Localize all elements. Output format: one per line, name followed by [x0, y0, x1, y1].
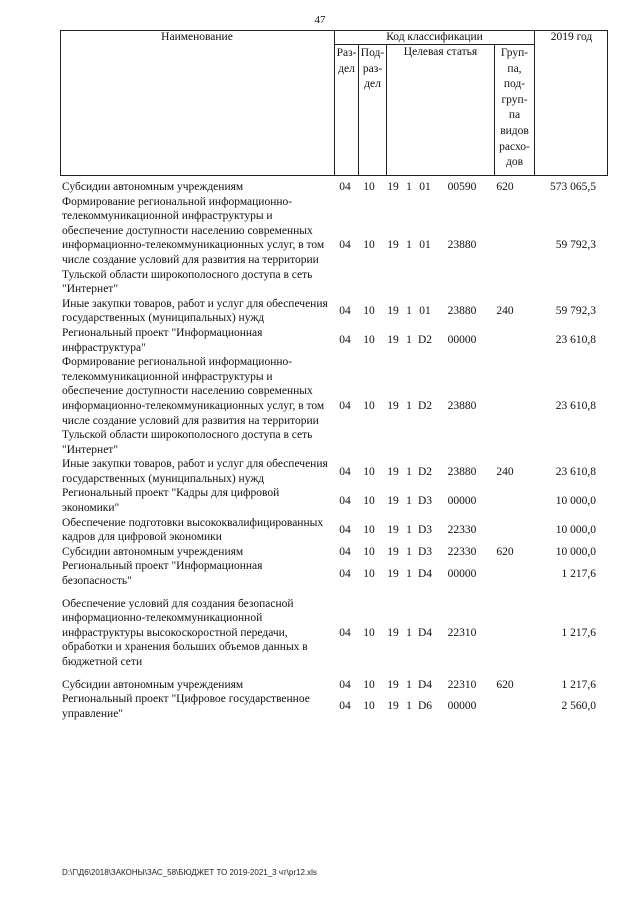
- row-razdel: 04: [339, 700, 351, 713]
- table-row: [0, 559, 640, 588]
- row-razdel: 04: [339, 305, 351, 318]
- row-name: Субсидии автономным учреждениям: [62, 181, 244, 193]
- table-row: [0, 486, 640, 515]
- row-name: Иные закупки товаров, работ и услуг для обеспечения государственных (муниципальных) нужд: [62, 297, 328, 325]
- row-dir: 00590: [447, 181, 477, 193]
- row-codes: [334, 494, 596, 509]
- row-mer: D4: [417, 678, 433, 691]
- table-row: [0, 516, 640, 545]
- row-mer: D2: [417, 399, 433, 412]
- row-razdel: 04: [339, 523, 351, 536]
- row-vid: 240: [496, 305, 514, 318]
- row-name: Региональный проект "Информационная инфраструктура": [62, 326, 263, 354]
- row-podrazdel: 10: [363, 239, 375, 252]
- row-podrazdel: 10: [363, 334, 375, 347]
- row-prog: 19: [387, 181, 399, 193]
- header-group-line: расхо-: [499, 140, 530, 153]
- row-vid: [488, 399, 522, 414]
- row-dir: 23880: [447, 305, 477, 318]
- header-razdel-line: Раз-: [336, 47, 357, 59]
- row-podrazdel: 10: [363, 567, 375, 580]
- row-dir: 23880: [447, 465, 477, 478]
- row-mer: D2: [417, 334, 433, 347]
- table-row: [0, 597, 640, 670]
- row-vid: 620: [496, 545, 514, 558]
- row-razdel: 04: [339, 494, 351, 507]
- row-prog: 19: [387, 523, 399, 536]
- row-mer: D2: [417, 465, 433, 478]
- header-right-border: [607, 30, 608, 176]
- row-prog: 19: [387, 239, 399, 252]
- header-left-border: [60, 30, 61, 176]
- row-razdel: 04: [339, 678, 351, 691]
- row-codes: [334, 180, 596, 195]
- row-name: Субсидии автономным учреждениям: [62, 545, 244, 558]
- row-sub: 1: [406, 305, 412, 318]
- row-amount: 59 792,3: [555, 239, 596, 252]
- row-prog: 19: [387, 626, 399, 639]
- file-path-footer: D:\Г\Д6\2018\ЗАКОНЫ\ЗАС_58\БЮДЖЕТ ТО 2019-2021_3 чт\pr12.xls: [62, 868, 317, 877]
- row-podrazdel: 10: [363, 678, 375, 691]
- row-name: Субсидии автономным учреждениям: [62, 678, 244, 691]
- row-dir: 22330: [447, 545, 477, 558]
- row-amount: 1 217,6: [561, 567, 596, 580]
- row-codes: [334, 678, 596, 693]
- header-group-line: дов: [505, 156, 524, 169]
- row-amount: 1 217,6: [561, 678, 596, 691]
- row-codes: [334, 304, 596, 319]
- page-number: 47: [314, 14, 326, 26]
- row-razdel: 04: [339, 181, 351, 193]
- row-codes: [334, 567, 596, 582]
- header-podrazdel: [359, 46, 386, 93]
- header-classification: Код классификации: [386, 31, 483, 43]
- row-sub: 1: [406, 545, 412, 558]
- row-sub: 1: [406, 181, 412, 193]
- row-sub: 1: [406, 523, 412, 536]
- row-dir: 00000: [447, 567, 477, 580]
- row-codes: [334, 699, 596, 714]
- header-razdel: [335, 46, 358, 77]
- table-row: [0, 297, 640, 326]
- row-sub: 1: [406, 399, 412, 412]
- header-podrazdel-line: Под-: [360, 47, 385, 59]
- divider-year: [534, 30, 535, 176]
- row-razdel: 04: [339, 334, 351, 347]
- row-codes: [334, 626, 596, 641]
- row-prog: 19: [387, 678, 399, 691]
- row-vid: [488, 333, 522, 348]
- row-amount: 2 560,0: [561, 700, 596, 713]
- row-podrazdel: 10: [363, 181, 375, 193]
- table-row: [0, 457, 640, 486]
- row-razdel: 04: [339, 465, 351, 478]
- row-dir: 23880: [447, 239, 477, 252]
- row-sub: 1: [406, 494, 412, 507]
- row-podrazdel: 10: [363, 523, 375, 536]
- header-podrazdel-line: раз-: [362, 62, 383, 75]
- row-vid: 240: [496, 465, 514, 478]
- row-codes: [334, 545, 596, 560]
- row-razdel: 04: [339, 399, 351, 412]
- row-amount: 59 792,3: [555, 305, 596, 318]
- row-amount: 1 217,6: [561, 626, 596, 639]
- row-vid: [488, 626, 522, 641]
- row-mer: D4: [417, 567, 433, 580]
- header-podrazdel-line: дел: [364, 78, 381, 91]
- table-row: [0, 692, 640, 721]
- row-amount: 23 610,8: [555, 334, 596, 347]
- row-name: Иные закупки товаров, работ и услуг для обеспечения государственных (муниципальных) нужд: [62, 458, 328, 485]
- row-sub: 1: [406, 334, 412, 347]
- row-mer: 01: [419, 181, 431, 193]
- header-group-line: груп-: [501, 93, 528, 106]
- header-group-line: па: [508, 109, 521, 122]
- row-amount: 23 610,8: [555, 399, 596, 412]
- row-codes: [334, 238, 596, 253]
- table-row: [0, 355, 640, 457]
- row-podrazdel: 10: [363, 399, 375, 412]
- row-prog: 19: [387, 567, 399, 580]
- row-mer: D4: [417, 626, 433, 639]
- row-prog: 19: [387, 399, 399, 412]
- row-name: Региональный проект "Кадры для цифровой экономики": [62, 487, 280, 515]
- row-amount: 10 000,0: [555, 523, 596, 536]
- row-razdel: 04: [339, 239, 351, 252]
- row-razdel: 04: [339, 545, 351, 558]
- row-dir: 22310: [447, 626, 477, 639]
- row-podrazdel: 10: [363, 700, 375, 713]
- row-dir: 00000: [447, 334, 477, 347]
- divider-classification: [334, 44, 534, 45]
- header-group-line: под-: [503, 78, 526, 91]
- row-amount: 10 000,0: [555, 494, 596, 507]
- row-codes: [334, 399, 596, 414]
- row-vid: [488, 238, 522, 253]
- row-prog: 19: [387, 465, 399, 478]
- row-sub: 1: [406, 700, 412, 713]
- header-razdel-line: дел: [338, 62, 355, 75]
- header-name: Наименование: [161, 31, 233, 43]
- row-name: Формирование региональной информационно-телекоммуникационной инфраструктуры и обеспечение доступности населению современных информационно-телекоммуникационных услуг, в том числе создание условий для развития на территории Тульской области широкополосного доступа в сеть "Интернет": [62, 195, 325, 296]
- row-sub: 1: [406, 626, 412, 639]
- row-name: Обеспечение подготовки высококвалифицированных кадров для цифровой экономики: [62, 516, 324, 544]
- row-sub: 1: [406, 567, 412, 580]
- table-row: [0, 180, 640, 195]
- row-prog: 19: [387, 334, 399, 347]
- table-row: [0, 678, 640, 693]
- row-dir: 22310: [447, 678, 477, 691]
- row-name: Региональный проект "Цифровое государственное управление": [62, 693, 310, 720]
- divider-podrazdel: [386, 44, 387, 176]
- row-name: Региональный проект "Информационная безопасность": [62, 560, 263, 588]
- row-codes: [334, 333, 596, 348]
- row-vid: 620: [496, 678, 514, 691]
- row-mer: D6: [417, 700, 433, 713]
- row-mer: D3: [417, 494, 433, 507]
- row-sub: 1: [406, 465, 412, 478]
- row-dir: 00000: [447, 494, 477, 507]
- row-prog: 19: [387, 700, 399, 713]
- row-mer: D3: [417, 523, 433, 536]
- row-vid: [488, 494, 522, 509]
- row-razdel: 04: [339, 567, 351, 580]
- row-mer: D3: [417, 545, 433, 558]
- row-podrazdel: 10: [363, 305, 375, 318]
- row-codes: [334, 523, 596, 538]
- table-body: [0, 180, 640, 721]
- row-mer: 01: [419, 305, 431, 318]
- row-amount: 23 610,8: [555, 465, 596, 478]
- row-codes: [334, 465, 596, 480]
- row-name: Формирование региональной информационно-телекоммуникационной инфраструктуры и обеспечение доступности населению современных информационно-телекоммуникационных услуг, в том числе создание условий для развития на территории Тульской области широкополосного доступа в сеть "Интернет": [62, 356, 325, 456]
- header-year: 2019 год: [550, 31, 593, 43]
- row-razdel: 04: [339, 626, 351, 639]
- row-vid: [488, 699, 522, 714]
- header-group-line: видов: [500, 124, 529, 137]
- row-vid: 620: [496, 181, 514, 193]
- row-name: Обеспечение условий для создания безопасной информационно-телекоммуникационной инфраструктуры высокоскоростной передачи, обработки и хранения больших объемов данных в бюджетной сети: [62, 597, 308, 668]
- row-podrazdel: 10: [363, 626, 375, 639]
- row-amount: 10 000,0: [555, 545, 596, 558]
- row-mer: 01: [419, 239, 431, 252]
- row-dir: 22330: [447, 523, 477, 536]
- header-group-line: па,: [507, 62, 522, 75]
- row-dir: 23880: [447, 399, 477, 412]
- row-vid: [488, 567, 522, 582]
- row-dir: 00000: [447, 700, 477, 713]
- row-prog: 19: [387, 545, 399, 558]
- row-podrazdel: 10: [363, 545, 375, 558]
- table-row: [0, 545, 640, 560]
- row-podrazdel: 10: [363, 494, 375, 507]
- row-sub: 1: [406, 678, 412, 691]
- header-group: [495, 46, 534, 171]
- row-vid: [488, 523, 522, 538]
- row-podrazdel: 10: [363, 465, 375, 478]
- row-prog: 19: [387, 305, 399, 318]
- row-amount: 573 065,5: [550, 181, 596, 193]
- header-target-article: Целевая статья: [403, 46, 478, 58]
- table-row: [0, 326, 640, 355]
- table-row: [0, 195, 640, 297]
- header-group-line: Груп-: [500, 47, 529, 59]
- row-sub: 1: [406, 239, 412, 252]
- row-prog: 19: [387, 494, 399, 507]
- table-header: [60, 30, 608, 176]
